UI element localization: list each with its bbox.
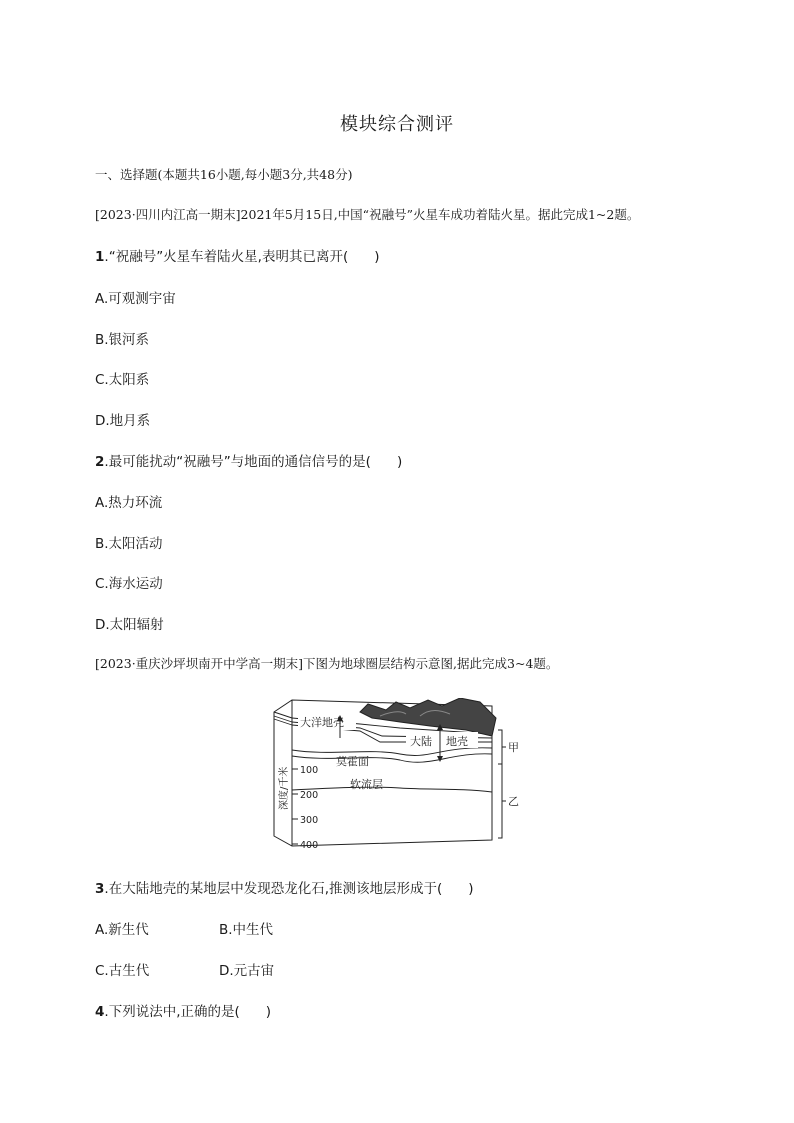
label-ocean-crust: 大洋地壳 <box>300 716 344 729</box>
option-d[interactable]: D.太阳辐射 <box>95 617 164 633</box>
question-close-paren: ) <box>468 881 474 897</box>
label-crust: 地壳 <box>446 735 468 748</box>
question-stem: .“祝融号”火星车着陆火星,表明其已离开( <box>104 249 349 265</box>
earth-layers-diagram <box>260 698 532 856</box>
question-4 <box>95 1000 271 1020</box>
tick-200: 200 <box>300 790 319 801</box>
option-b[interactable]: B.中生代 <box>219 922 274 938</box>
label-yi: 乙 <box>508 795 519 808</box>
option-row-cd <box>95 959 275 979</box>
option-a[interactable]: A.热力环流 <box>95 495 163 511</box>
tick-300: 300 <box>300 815 319 826</box>
option-a[interactable]: A.新生代 <box>95 922 149 938</box>
option-c[interactable]: C.海水运动 <box>95 576 163 592</box>
question-stem: .最可能扰动“祝融号”与地面的通信信号的是( <box>104 454 371 470</box>
question-stem: .下列说法中,正确的是( <box>104 1004 240 1020</box>
question-close-paren: ) <box>374 249 380 265</box>
label-continent: 大陆 <box>410 735 432 748</box>
question-close-paren: ) <box>396 454 403 470</box>
option-d[interactable]: D.元古宙 <box>219 963 275 979</box>
tick-100: 100 <box>300 765 319 776</box>
question-2 <box>95 450 402 470</box>
option-c[interactable]: C.太阳系 <box>95 372 150 388</box>
page-title: 模块综合测评 <box>340 114 454 135</box>
question-3 <box>95 877 474 897</box>
question-number: 3 <box>95 881 105 897</box>
question-close-paren: ) <box>265 1004 272 1020</box>
question-number: 4 <box>95 1004 105 1020</box>
label-asthenosphere: 软流层 <box>350 778 383 791</box>
option-d[interactable]: D.地月系 <box>95 413 151 429</box>
intro-q3-4: [2023·重庆沙坪坝南开中学高一期末]下图为地球圈层结构示意图,据此完成3~4题。 <box>95 656 559 671</box>
option-c[interactable]: C.古生代 <box>95 963 150 979</box>
option-a[interactable]: A.可观测宇宙 <box>95 291 176 307</box>
question-stem: .在大陆地壳的某地层中发现恐龙化石,推测该地层形成于( <box>104 881 443 897</box>
question-number: 2 <box>95 454 105 470</box>
label-moho: 莫霍面 <box>336 755 369 768</box>
label-jia: 甲 <box>508 741 519 754</box>
label-depth-axis: 深度/千米 <box>279 766 290 810</box>
tick-400: 400 <box>300 840 319 851</box>
option-b[interactable]: B.太阳活动 <box>95 536 163 552</box>
option-row-ab <box>95 918 274 938</box>
question-number: 1 <box>95 249 105 265</box>
question-1 <box>95 245 380 265</box>
option-b[interactable]: B.银河系 <box>95 332 150 348</box>
section-heading: 一、选择题(本题共16小题,每小题3分,共48分) <box>95 167 353 182</box>
intro-q1-2: [2023·四川内江高一期末]2021年5月15日,中国“祝融号”火星车成功着陆火星。据此完成1~2题。 <box>95 207 640 222</box>
